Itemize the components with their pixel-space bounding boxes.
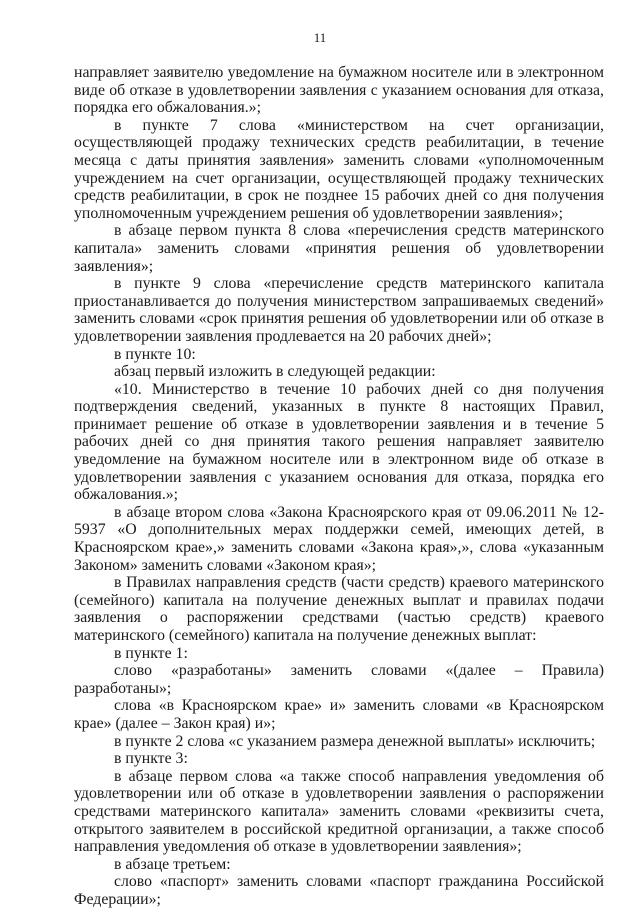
paragraph: в пункте 1:: [114, 644, 188, 662]
paragraph: слово «паспорт» заменить словами «паспорт гражданина Российской Федерации»;: [74, 873, 604, 908]
paragraph: в пункте 7 слова «министерством на счет организации, осуществляющей продажу технических средств реабилитации, в течение месяца с даты принятия заявления» заменить словами «уполномоченным учреждением на счет организации, осуществляющей продажу технических средств реабилитации, в срок не позднее 15 рабочих дней со дня получения уполномоченным учреждением решения об удовлетворении заявления»;: [74, 116, 604, 222]
paragraph: слово «разработаны» заменить словами «(далее – Правила) разработаны»;: [74, 662, 604, 697]
paragraph: в пункте 3:: [114, 750, 188, 768]
paragraph: направляет заявителю уведомление на бумажном носителе или в электронном виде об отказе в удовлетворении заявления с указанием основания для отказа, порядка его обжалования.»;: [74, 64, 604, 117]
paragraph: в пункте 2 слова «с указанием размера денежной выплаты» исключить;: [114, 732, 596, 750]
paragraph: «10. Министерство в течение 10 рабочих дней со дня получения подтверждения сведений, указанных в пункте 8 настоящих Правил, принимает решение об отказе в удовлетворении заявления и в течение 5 рабочих дней со дня принятия такого решения направляет заявителю уведомление на бумажном носителе или в электронном виде об отказе в удовлетворении заявления с указанием основания для отказа, порядка его обжалования.»;: [74, 380, 604, 504]
paragraph: в абзаце первом пункта 8 слова «перечисления средств материнского капитала» заменить словами «принятия решения об удовлетворении заявления»;: [74, 222, 604, 275]
page-number: 11: [313, 30, 327, 45]
paragraph: в абзаце втором слова «Закона Красноярского края от 09.06.2011 № 12-5937 «О дополнительных мерах поддержки семей, имеющих детей, в Красноярском крае»,» заменить словами «Закона края»,», слова «указанным Законом» заменить словами «Законом края»;: [74, 503, 604, 574]
document-body: [74, 64, 604, 909]
paragraph: в пункте 10:: [114, 345, 196, 363]
paragraph: в абзаце третьем:: [114, 855, 231, 873]
paragraph: в Правилах направления средств (части средств) краевого материнского (семейного) капитала на получение денежных выплат и правилах подачи заявления о распоряжении средствами (частью средств) краевого материнского (семейного) капитала на получение денежных выплат:: [74, 574, 604, 644]
paragraph: в абзаце первом слова «а также способ направления уведомления об удовлетворении или об отказе в удовлетворении заявления о распоряжении средствами материнского капитала» заменить словами «реквизиты счета, открытого заявителем в российской кредитной организации, а также способ направления уведомления об отказе в удовлетворении заявления»;: [74, 767, 604, 856]
paragraph: в пункте 9 слова «перечисление средств материнского капитала приостанавливается до получения министерством запрашиваемых сведений» заменить словами «срок принятия решения об удовлетворении или об отказе в удовлетворении заявления продлевается на 20 рабочих дней»;: [74, 275, 604, 345]
paragraph: слова «в Красноярском крае» и» заменить словами «в Красноярском крае» (далее – Закон края) и»;: [74, 697, 604, 732]
paragraph: абзац первый изложить в следующей редакции:: [114, 363, 436, 381]
